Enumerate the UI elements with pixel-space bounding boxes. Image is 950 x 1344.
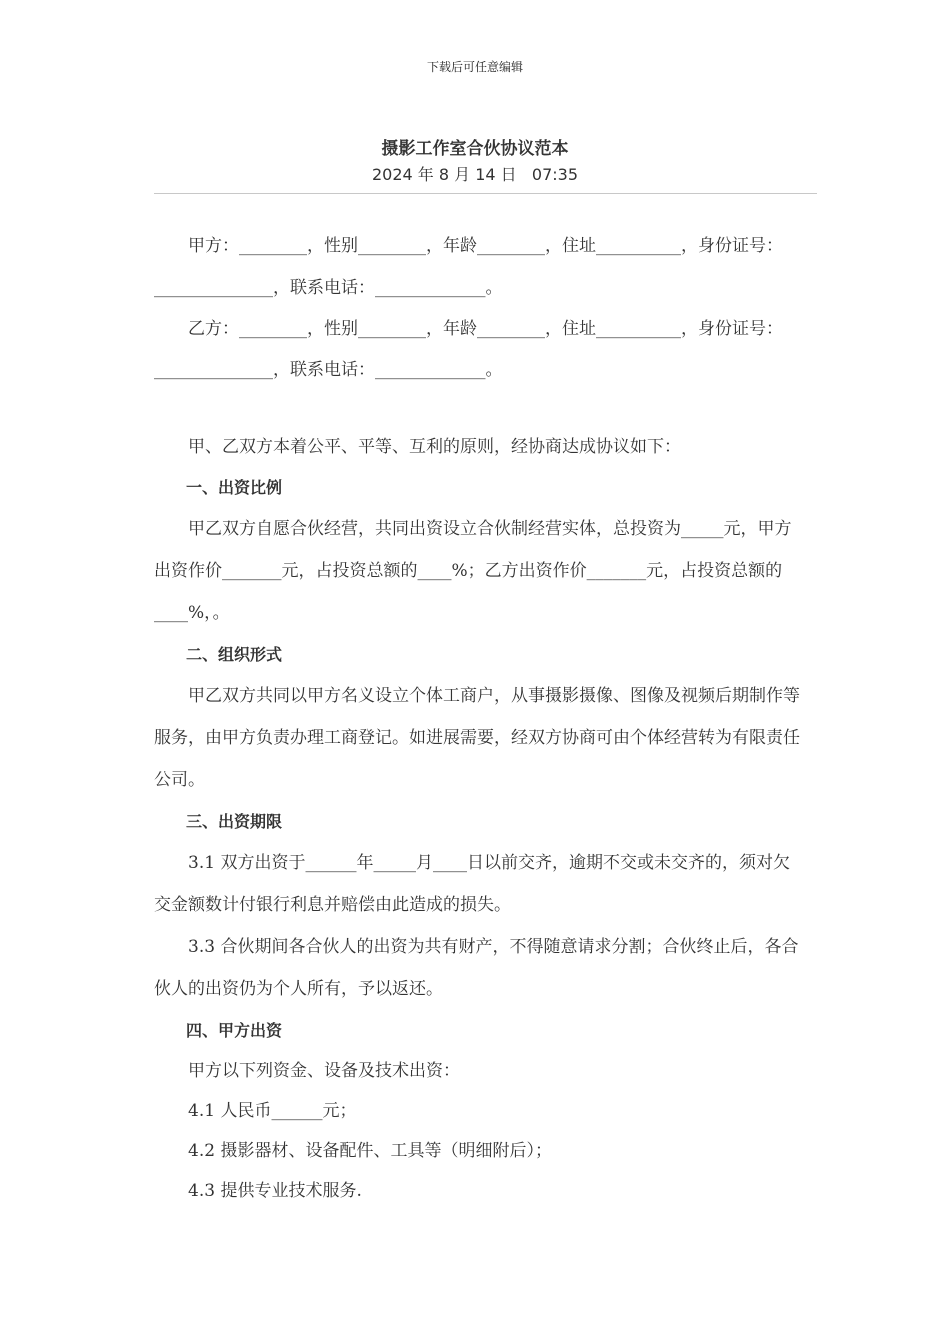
document-body — [154, 225, 800, 1211]
document-date: 2024 年 8 月 14 日 07:35 — [371, 165, 579, 184]
section-heading: 一、出资比例 — [186, 478, 283, 497]
section-heading: 四、甲方出资 — [186, 1021, 283, 1040]
party-a-paragraph: 甲方：________，性别________，年龄________，住址__________，身份证号：______________，联系电话：_____________。 — [154, 236, 783, 298]
section-paragraph: 3.1 双方出资于______年_____月____日以前交齐，逾期不交或未交齐的，须对欠交金额数计付银行利息并赔偿由此造成的损失。 — [154, 853, 790, 915]
document-title: 摄影工作室合伙协议范本 — [381, 139, 569, 159]
title-divider — [154, 193, 817, 194]
list-item: 4.2 摄影器材、设备配件、工具等（明细附后）； — [188, 1141, 552, 1161]
list-item: 4.3 提供专业技术服务. — [188, 1181, 362, 1201]
party-b-paragraph: 乙方：________，性别________，年龄________，住址__________，身份证号：______________，联系电话：_____________。 — [154, 319, 783, 380]
section-heading: 二、组织形式 — [186, 645, 283, 664]
preamble-paragraph: 甲、乙双方本着公平、平等、互利的原则，经协商达成协议如下： — [188, 437, 681, 457]
section-paragraph: 3.3 合伙期间各合伙人的出资为共有财产，不得随意请求分割；合伙终止后，各合伙人的出资仍为个人所有，予以返还。 — [154, 937, 799, 999]
section-heading: 三、出资期限 — [186, 812, 283, 831]
header-note: 下载后可任意编辑 — [426, 60, 523, 74]
spacer — [154, 391, 800, 427]
list-item: 4.1 人民币______元； — [188, 1101, 357, 1121]
section-paragraph: 甲乙双方共同以甲方名义设立个体工商户，从事摄影摄像、图像及视频后期制作等服务，由甲方负责办理工商登记。如进展需要，经双方协商可由个体经营转为有限责任公司。 — [154, 686, 800, 790]
section-paragraph: 甲方以下列资金、设备及技术出资： — [188, 1061, 460, 1081]
section-paragraph: 甲乙双方自愿合伙经营，共同出资设立合伙制经营实体，总投资为_____元，甲方出资作价_______元，占投资总额的____%；乙方出资作价_______元，占投资总额的____%，。 — [154, 519, 792, 623]
